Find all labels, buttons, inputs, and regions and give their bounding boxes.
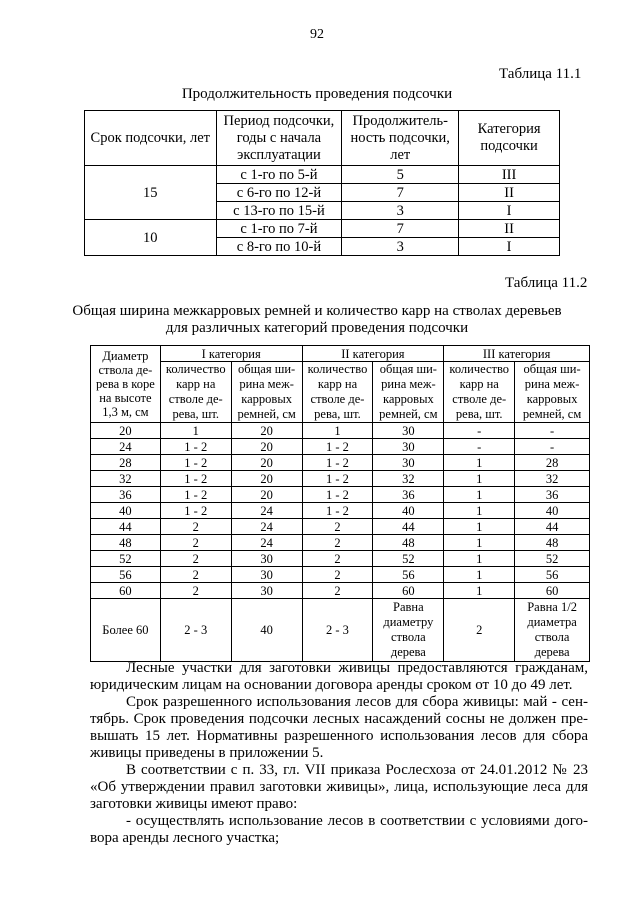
body-text xyxy=(90,660,588,847)
t2-cell: 1 - 2 xyxy=(160,503,231,519)
t1-duration: 3 xyxy=(342,202,459,220)
t2-cell: 1 xyxy=(444,551,515,567)
table-row xyxy=(91,503,590,519)
table-row xyxy=(91,551,590,567)
paragraph-3-line-1: В соответствии с п. 33, гл. VII приказа Рослесхоза от 24.01.2012 № 23 xyxy=(126,762,588,778)
t2-cell: 2 xyxy=(302,519,373,535)
table1 xyxy=(84,110,560,256)
t1-header-duration: Продолжитель-ность подсочки, лет xyxy=(342,111,459,166)
t2-cell: 1 - 2 xyxy=(302,471,373,487)
t1-duration: 7 xyxy=(342,184,459,202)
t1-category: I xyxy=(459,238,560,256)
t1-duration: 7 xyxy=(342,220,459,238)
t2-cell: - xyxy=(444,439,515,455)
paragraph-1-line-1: Лесные участки для заготовки живицы предоставляются гражданам, xyxy=(126,660,588,676)
t1-period: с 6-го по 12-й xyxy=(216,184,342,202)
t2-cell: Равна диаметру ствола дерева xyxy=(373,599,444,662)
t2-cell: 24 xyxy=(231,503,302,519)
paragraph-2-line-2: тябрь. Срок проведения подсочки лесных насаждений сосны не должен пре- xyxy=(90,711,588,727)
page-number: 92 xyxy=(310,27,324,42)
t2-header-category-1: I категория xyxy=(160,346,302,362)
t2-cell: 1 xyxy=(444,455,515,471)
t2-cell: 40 xyxy=(231,599,302,662)
t2-cell: 36 xyxy=(91,487,161,503)
table2-caption: Таблица 11.2 xyxy=(505,275,588,291)
t2-cell: 2 xyxy=(302,567,373,583)
t2-cell: 30 xyxy=(231,551,302,567)
t1-category: II xyxy=(459,220,560,238)
t2-cell: 1 - 2 xyxy=(302,439,373,455)
t2-cell: 60 xyxy=(515,583,590,599)
t2-cell: 30 xyxy=(373,439,444,455)
t2-cell: 24 xyxy=(231,535,302,551)
t2-subheader-count: количество карр на стволе де- рева, шт. xyxy=(302,362,373,423)
t2-cell: 1 xyxy=(444,583,515,599)
table-row xyxy=(91,599,590,662)
t2-cell: 2 xyxy=(302,583,373,599)
table-row xyxy=(91,423,590,439)
t2-cell: 1 - 2 xyxy=(302,503,373,519)
t2-cell: 20 xyxy=(231,439,302,455)
table-row xyxy=(85,166,560,184)
t2-cell: 52 xyxy=(515,551,590,567)
t2-cell: 44 xyxy=(373,519,444,535)
t2-cell: 56 xyxy=(91,567,161,583)
t2-cell: 1 - 2 xyxy=(160,487,231,503)
t2-cell: 24 xyxy=(91,439,161,455)
t2-cell: 1 - 2 xyxy=(160,471,231,487)
t2-subheader-width: общая ши- рина меж- карровых ремней, см xyxy=(373,362,444,423)
t2-cell: 30 xyxy=(231,583,302,599)
t2-cell: 1 xyxy=(444,519,515,535)
t2-cell: 2 xyxy=(444,599,515,662)
t2-cell: 2 xyxy=(160,535,231,551)
t2-cell: 1 xyxy=(444,567,515,583)
t2-cell: 60 xyxy=(91,583,161,599)
t2-cell: 2 xyxy=(160,519,231,535)
t2-cell: 44 xyxy=(515,519,590,535)
t1-category: II xyxy=(459,184,560,202)
t2-cell: 20 xyxy=(231,487,302,503)
t2-cell: 28 xyxy=(515,455,590,471)
t1-header-category: Категория подсочки xyxy=(459,111,560,166)
t2-cell: 56 xyxy=(515,567,590,583)
t1-period: с 13-го по 15-й xyxy=(216,202,342,220)
t1-term: 15 xyxy=(85,166,217,220)
t2-subheader-width: общая ши- рина меж- карровых ремней, см xyxy=(515,362,590,423)
t2-cell: 36 xyxy=(515,487,590,503)
t2-cell: 2 xyxy=(160,567,231,583)
t2-cell: - xyxy=(515,423,590,439)
t2-cell: 30 xyxy=(231,567,302,583)
table-row xyxy=(91,567,590,583)
t1-period: с 8-го по 10-й xyxy=(216,238,342,256)
t1-duration: 3 xyxy=(342,238,459,256)
t2-cell: 1 xyxy=(444,487,515,503)
t2-cell: 32 xyxy=(91,471,161,487)
table-row xyxy=(91,519,590,535)
paragraph-1-line-2: юридическим лицам на основании договора аренды сроком от 10 до 49 лет. xyxy=(90,677,573,693)
paragraph-3-line-3: заготовки живицы имеют право: xyxy=(90,796,298,812)
table-row xyxy=(91,439,590,455)
t2-cell: 1 - 2 xyxy=(302,487,373,503)
t2-cell: 56 xyxy=(373,567,444,583)
t1-category: I xyxy=(459,202,560,220)
t2-cell: 48 xyxy=(91,535,161,551)
t2-cell: 32 xyxy=(515,471,590,487)
t2-header-category-2: II категория xyxy=(302,346,444,362)
table-row xyxy=(85,220,560,238)
t2-subheader-width: общая ши- рина меж- карровых ремней, см xyxy=(231,362,302,423)
table-row xyxy=(91,583,590,599)
t2-cell: 28 xyxy=(91,455,161,471)
t2-header-diameter: Диаметр ствола де- рева в коре на высоте 1,3 м, см xyxy=(91,346,161,423)
paragraph-2-line-1: Срок разрешенного использования лесов для сбора живицы: май - сен- xyxy=(126,694,588,710)
t2-cell: 48 xyxy=(373,535,444,551)
t2-cell: 1 xyxy=(444,535,515,551)
t2-cell: 20 xyxy=(91,423,161,439)
t2-cell: - xyxy=(515,439,590,455)
t2-subheader-count: количество карр на стволе де- рева, шт. xyxy=(444,362,515,423)
t2-subheader-count: количество карр на стволе де- рева, шт. xyxy=(160,362,231,423)
t2-cell: 20 xyxy=(231,455,302,471)
t2-cell: 1 xyxy=(444,503,515,519)
t2-cell: 60 xyxy=(373,583,444,599)
t2-cell: 1 - 2 xyxy=(160,455,231,471)
t2-cell: 24 xyxy=(231,519,302,535)
t2-cell: 2 - 3 xyxy=(160,599,231,662)
t2-cell: 32 xyxy=(373,471,444,487)
t2-cell: 2 xyxy=(302,551,373,567)
t2-cell: 40 xyxy=(91,503,161,519)
t2-cell: 44 xyxy=(91,519,161,535)
t2-cell: - xyxy=(444,423,515,439)
t2-cell: 1 - 2 xyxy=(302,455,373,471)
t2-cell: 1 xyxy=(302,423,373,439)
paragraph-2-line-4: живицы приведены в приложении 5. xyxy=(90,745,324,761)
t2-cell: Более 60 xyxy=(91,599,161,662)
table-row xyxy=(91,487,590,503)
t1-duration: 5 xyxy=(342,166,459,184)
table2-title-line1: Общая ширина межкарровых ремней и количество карр на стволах деревьев xyxy=(72,303,562,319)
t2-cell: 2 xyxy=(160,551,231,567)
t2-cell: 52 xyxy=(91,551,161,567)
t2-cell: 20 xyxy=(231,423,302,439)
table2-title-line2: для различных категорий проведения подсочки xyxy=(165,320,469,336)
t2-cell: 1 xyxy=(160,423,231,439)
t2-header-category-3: III категория xyxy=(444,346,590,362)
table-row xyxy=(91,455,590,471)
table-row xyxy=(91,471,590,487)
t2-cell: 40 xyxy=(515,503,590,519)
t2-cell: 48 xyxy=(515,535,590,551)
t2-cell: 2 xyxy=(160,583,231,599)
t2-cell: 2 - 3 xyxy=(302,599,373,662)
paragraph-2-line-3: вышать 15 лет. Нормативны разрешенного использования лесов для сбора xyxy=(90,728,588,744)
t1-header-term: Срок подсочки, лет xyxy=(85,111,217,166)
table1-caption: Таблица 11.1 xyxy=(499,66,582,82)
t2-cell: 2 xyxy=(302,535,373,551)
t2-cell: 30 xyxy=(373,423,444,439)
t1-period: с 1-го по 7-й xyxy=(216,220,342,238)
paragraph-4-line-1: - осуществлять использование лесов в соответствии с условиями дого- xyxy=(126,813,588,829)
t1-header-period: Период подсочки, годы с начала эксплуатации xyxy=(216,111,342,166)
t1-period: с 1-го по 5-й xyxy=(216,166,342,184)
t2-cell: 1 - 2 xyxy=(160,439,231,455)
t2-cell: 1 xyxy=(444,471,515,487)
t2-cell: 52 xyxy=(373,551,444,567)
paragraph-3-line-2: «Об утверждении правил заготовки живицы», лица, использующие леса для xyxy=(90,779,588,795)
t1-category: III xyxy=(459,166,560,184)
paragraph-4-line-2: вора аренды лесного участка; xyxy=(90,830,280,846)
t2-cell: 36 xyxy=(373,487,444,503)
t2-cell: 30 xyxy=(373,455,444,471)
table2 xyxy=(90,345,590,662)
table-row xyxy=(91,535,590,551)
table1-title: Продолжительность проведения подсочки xyxy=(181,86,453,102)
t2-cell: 20 xyxy=(231,471,302,487)
t1-term: 10 xyxy=(85,220,217,256)
t2-cell: Равна 1/2 диаметра ствола дерева xyxy=(515,599,590,662)
t2-cell: 40 xyxy=(373,503,444,519)
